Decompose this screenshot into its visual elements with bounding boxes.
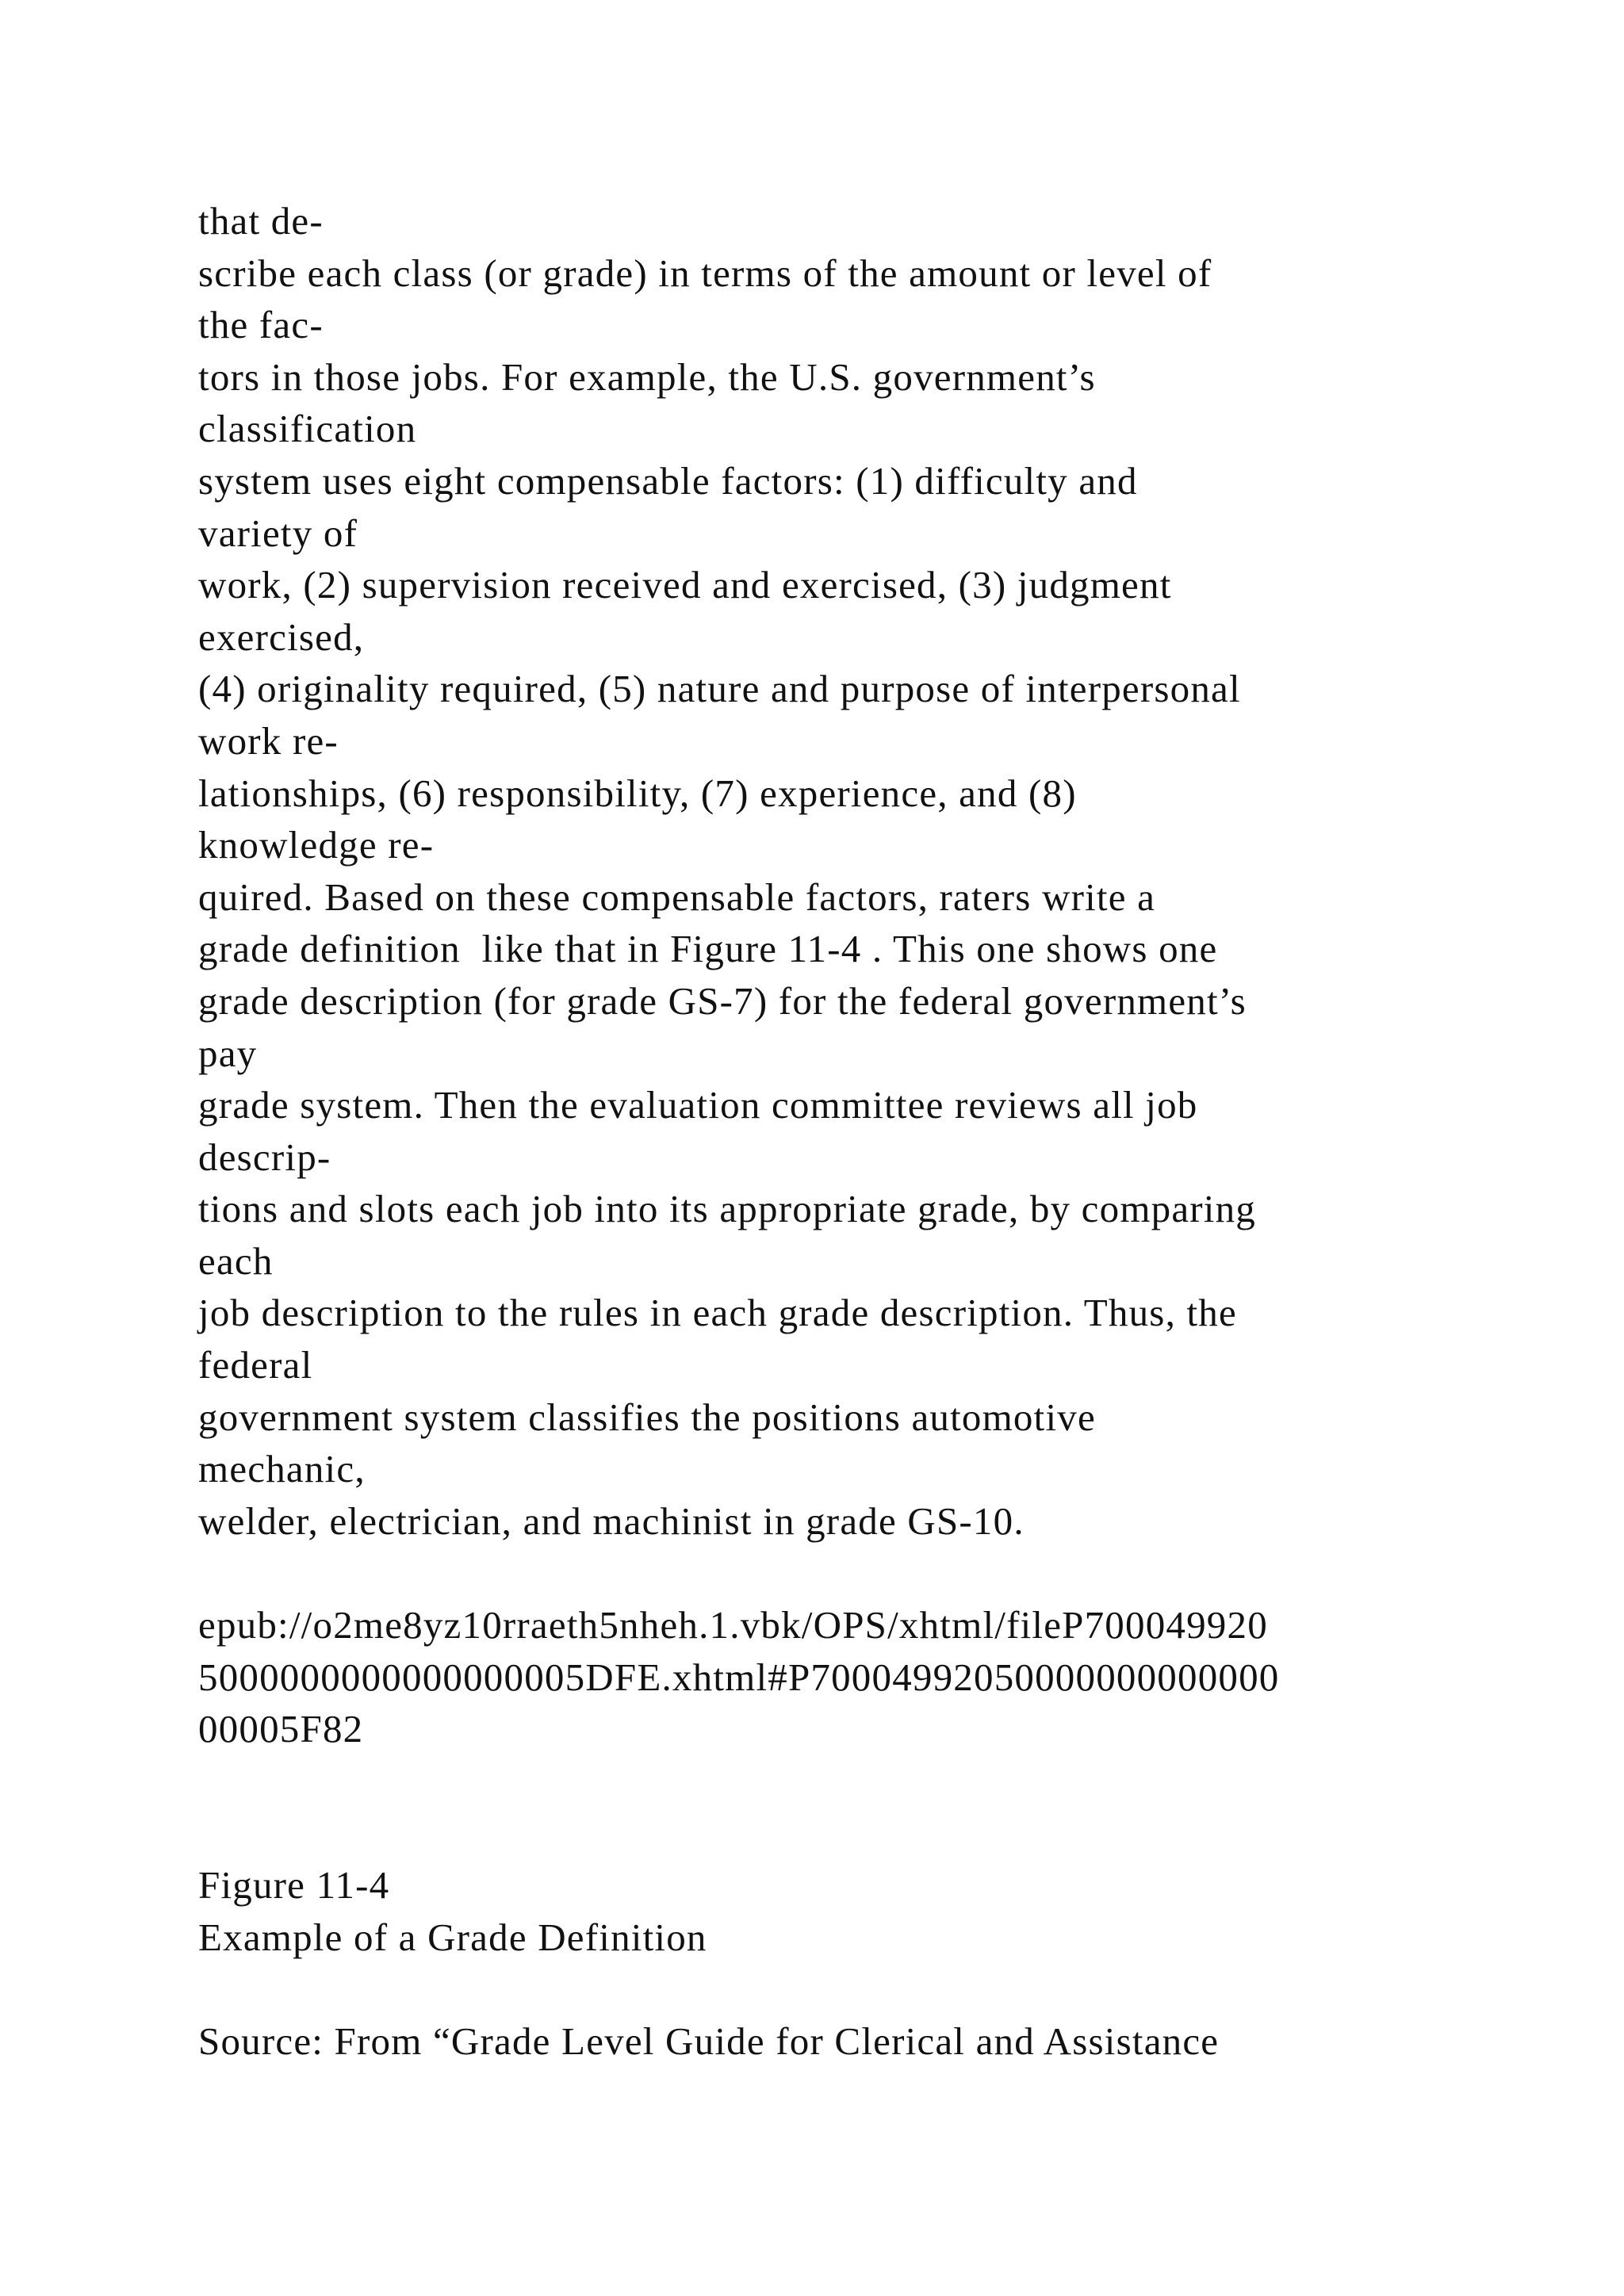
text-line: pay	[198, 1031, 258, 1075]
figure-heading	[198, 1859, 1467, 1963]
text-line: (4) originality required, (5) nature and purpose of interpersonal	[198, 667, 1241, 711]
text-line: government system classifies the positions automotive	[198, 1395, 1096, 1439]
text-line: tions and slots each job into its appropriate grade, by comparing	[198, 1187, 1257, 1231]
text-line: work, (2) supervision received and exercised, (3) judgment	[198, 563, 1172, 607]
text-line: federal	[198, 1343, 313, 1387]
text-line: welder, electrician, and machinist in grade GS-10.	[198, 1498, 1025, 1543]
text-line: knowledge re-	[198, 823, 435, 867]
text-line: quired. Based on these compensable factors, raters write a	[198, 874, 1156, 919]
text-line: descrip-	[198, 1135, 331, 1179]
text-line: classification	[198, 407, 417, 451]
text-line: grade system. Then the evaluation committee reviews all job	[198, 1083, 1198, 1127]
text-line: that de-	[198, 199, 324, 243]
epub-link-line: 00005F82	[198, 1707, 364, 1751]
text-line: each	[198, 1238, 274, 1283]
document-page	[198, 195, 1467, 2067]
text-line: tors in those jobs. For example, the U.S. government’s	[198, 354, 1096, 399]
text-line: variety of	[198, 511, 358, 555]
figure-caption: Example of a Grade Definition	[198, 1915, 707, 1959]
paragraph-gap	[198, 1755, 1467, 1859]
source-line: Source: From “Grade Level Guide for Clerical and Assistance	[198, 2019, 1220, 2063]
text-line: the fac-	[198, 303, 324, 347]
text-line: system uses eight compensable factors: (1) difficulty and	[198, 458, 1138, 503]
epub-link-line: epub://o2me8yz10rraeth5nheh.1.vbk/OPS/xhtml/fileP700049920	[198, 1603, 1268, 1647]
paragraph-gap	[198, 1963, 1467, 2015]
epub-link-line: 5000000000000000005DFE.xhtml#P70004992050000000000000	[198, 1655, 1280, 1699]
figure-number: Figure 11-4	[198, 1863, 390, 1907]
text-line: exercised,	[198, 614, 365, 659]
body-paragraph	[198, 195, 1467, 1547]
text-line: scribe each class (or grade) in terms of the amount or level of	[198, 251, 1212, 295]
text-line: mechanic,	[198, 1447, 366, 1491]
paragraph-gap	[198, 1547, 1467, 1599]
text-line: grade description (for grade GS-7) for the federal government’s	[198, 978, 1247, 1023]
text-line: job description to the rules in each grade description. Thus, the	[198, 1291, 1237, 1335]
text-line: work re-	[198, 718, 339, 763]
epub-link	[198, 1599, 1467, 1755]
text-line: grade definition like that in Figure 11-4 . This one shows one	[198, 927, 1218, 971]
text-line: lationships, (6) responsibility, (7) experience, and (8)	[198, 771, 1077, 815]
